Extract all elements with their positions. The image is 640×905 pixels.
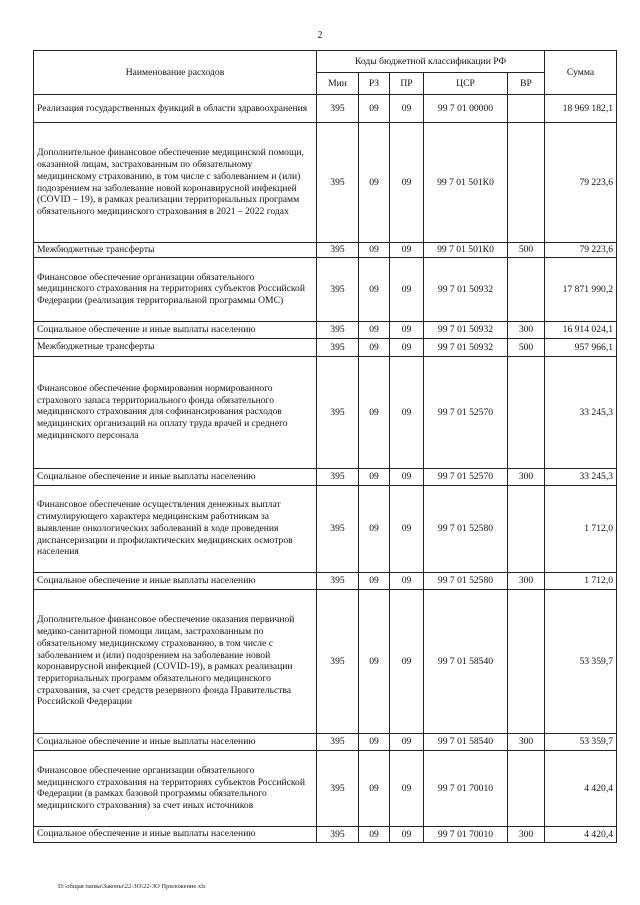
row-name: Дополнительное финансовое обеспечение оказания первичной медико-санитарной помощи лицам, застрахованным по обязательному медицинскому страхованию, в том числе с заболеванием и (или) подозрением на заболевание новой коронавирусной инфекцией (COVID-19), в рамках реализации территориальных программ обязательного медицинского страхования, за счет средств резервного фонда Правительства Российской Федерации xyxy=(34,589,317,733)
row-csr: 99 7 01 70010 xyxy=(424,826,508,842)
row-rz: 09 xyxy=(359,123,390,243)
row-rz: 09 xyxy=(359,257,390,321)
row-vr xyxy=(508,123,545,243)
row-vr: 300 xyxy=(508,321,545,338)
row-pr: 09 xyxy=(390,589,424,733)
row-csr: 99 7 01 52580 xyxy=(424,572,508,589)
row-rz: 09 xyxy=(359,338,390,356)
row-csr: 99 7 01 52570 xyxy=(424,468,508,485)
row-vr xyxy=(508,750,545,826)
row-csr: 99 7 01 50932 xyxy=(424,257,508,321)
row-name: Социальное обеспечение и иные выплаты населению xyxy=(34,826,317,842)
row-rz: 09 xyxy=(359,572,390,589)
row-vr xyxy=(508,589,545,733)
row-min: 395 xyxy=(317,750,359,826)
row-csr: 99 7 01 58540 xyxy=(424,733,508,750)
row-pr: 09 xyxy=(390,243,424,258)
row-name: Финансовое обеспечение организации обязательного медицинского страхования на территориях субъектов Российской Федерации (в рамках базовой программы обязательного медицинского страхования) за счет иных источников xyxy=(34,750,317,826)
row-name: Социальное обеспечение и иные выплаты населению xyxy=(34,733,317,750)
header-pr: ПР xyxy=(390,73,424,95)
row-min: 395 xyxy=(317,243,359,258)
header-sum: Сумма xyxy=(545,51,617,95)
row-pr: 09 xyxy=(390,468,424,485)
row-csr: 99 7 01 58540 xyxy=(424,589,508,733)
row-vr: 300 xyxy=(508,826,545,842)
row-pr: 09 xyxy=(390,257,424,321)
row-vr: 300 xyxy=(508,733,545,750)
row-name: Дополнительное финансовое обеспечение медицинской помощи, оказанной лицам, застрахованным по обязательному медицинскому страхованию, в том числе с заболеванием и (или) подозрением на заболевание новой коронавирусной инфекцией (COVID – 19), в рамках реализации территориальных программ обязательного медицинского страхования в 2021 – 2022 годах xyxy=(34,123,317,243)
row-rz: 09 xyxy=(359,733,390,750)
table-row xyxy=(34,572,617,589)
row-min: 395 xyxy=(317,468,359,485)
table-row xyxy=(34,826,617,842)
row-sum: 53 359,7 xyxy=(545,589,617,733)
row-vr: 500 xyxy=(508,338,545,356)
row-sum: 53 359,7 xyxy=(545,733,617,750)
row-rz: 09 xyxy=(359,826,390,842)
table-header xyxy=(34,51,617,95)
page-number: 2 xyxy=(317,30,323,41)
row-min: 395 xyxy=(317,338,359,356)
row-vr xyxy=(508,95,545,123)
row-pr: 09 xyxy=(390,356,424,468)
row-pr: 09 xyxy=(390,485,424,572)
table-row xyxy=(34,733,617,750)
row-min: 395 xyxy=(317,123,359,243)
row-vr xyxy=(508,485,545,572)
row-name: Социальное обеспечение и иные выплаты населению xyxy=(34,468,317,485)
row-pr: 09 xyxy=(390,123,424,243)
row-rz: 09 xyxy=(359,356,390,468)
row-sum: 1 712,0 xyxy=(545,572,617,589)
row-pr: 09 xyxy=(390,826,424,842)
row-pr: 09 xyxy=(390,95,424,123)
row-min: 395 xyxy=(317,733,359,750)
table-row xyxy=(34,95,617,123)
row-rz: 09 xyxy=(359,750,390,826)
row-sum: 4 420,4 xyxy=(545,750,617,826)
row-pr: 09 xyxy=(390,750,424,826)
header-csr: ЦСР xyxy=(424,73,508,95)
row-vr: 300 xyxy=(508,468,545,485)
table-row xyxy=(34,468,617,485)
row-sum: 79 223,6 xyxy=(545,243,617,258)
row-name: Межбюджетные трансферты xyxy=(34,243,317,258)
row-csr: 99 7 01 52570 xyxy=(424,356,508,468)
row-csr: 99 7 01 50932 xyxy=(424,338,508,356)
row-sum: 18 969 182,1 xyxy=(545,95,617,123)
row-min: 395 xyxy=(317,485,359,572)
row-min: 395 xyxy=(317,95,359,123)
row-sum: 33 245,3 xyxy=(545,468,617,485)
header-codes-group: Коды бюджетной классификации РФ xyxy=(317,51,545,73)
row-rz: 09 xyxy=(359,95,390,123)
row-min: 395 xyxy=(317,572,359,589)
row-min: 395 xyxy=(317,826,359,842)
table-body xyxy=(34,95,617,843)
row-name: Социальное обеспечение и иные выплаты населению xyxy=(34,321,317,338)
header-vr: ВР xyxy=(508,73,545,95)
budget-table xyxy=(33,50,617,843)
header-rz: РЗ xyxy=(359,73,390,95)
table-row xyxy=(34,338,617,356)
row-csr: 99 7 01 501К0 xyxy=(424,243,508,258)
table-row xyxy=(34,257,617,321)
header-min: Мин xyxy=(317,73,359,95)
row-vr: 300 xyxy=(508,572,545,589)
row-csr: 99 7 01 501К0 xyxy=(424,123,508,243)
row-rz: 09 xyxy=(359,321,390,338)
table-row xyxy=(34,750,617,826)
row-rz: 09 xyxy=(359,243,390,258)
row-csr: 99 7 01 70010 xyxy=(424,750,508,826)
table-row xyxy=(34,123,617,243)
row-name: Реализация государственных функций в области здравоохранения xyxy=(34,95,317,123)
row-vr xyxy=(508,356,545,468)
row-sum: 4 420,4 xyxy=(545,826,617,842)
row-min: 395 xyxy=(317,356,359,468)
row-rz: 09 xyxy=(359,485,390,572)
row-name: Финансовое обеспечение осуществления денежных выплат стимулирующего характера медицинским работникам за выявление онкологических заболеваний в ходе проведения диспансеризации и профилактических медицинских осмотров населения xyxy=(34,485,317,572)
row-pr: 09 xyxy=(390,338,424,356)
table-row xyxy=(34,243,617,258)
row-pr: 09 xyxy=(390,321,424,338)
row-sum: 1 712,0 xyxy=(545,485,617,572)
row-name: Социальное обеспечение и иные выплаты населению xyxy=(34,572,317,589)
table-row xyxy=(34,485,617,572)
table-row xyxy=(34,356,617,468)
row-sum: 957 966,1 xyxy=(545,338,617,356)
row-pr: 09 xyxy=(390,572,424,589)
header-name: Наименование расходов xyxy=(34,51,317,95)
row-csr: 99 7 01 00000 xyxy=(424,95,508,123)
row-rz: 09 xyxy=(359,589,390,733)
table-row xyxy=(34,589,617,733)
row-csr: 99 7 01 52580 xyxy=(424,485,508,572)
row-rz: 09 xyxy=(359,468,390,485)
row-vr: 500 xyxy=(508,243,545,258)
row-min: 395 xyxy=(317,589,359,733)
row-csr: 99 7 01 50932 xyxy=(424,321,508,338)
row-sum: 17 871 990,2 xyxy=(545,257,617,321)
file-path-footer: D:\общая папка\Законы\22-ЗО\22-ЗО Приложение xls xyxy=(58,883,206,890)
row-name: Финансовое обеспечение организации обязательного медицинского страхования на территориях субъектов Российской Федерации (реализация территориальной программы ОМС) xyxy=(34,257,317,321)
row-sum: 33 245,3 xyxy=(545,356,617,468)
row-pr: 09 xyxy=(390,733,424,750)
row-min: 395 xyxy=(317,321,359,338)
row-sum: 79 223,6 xyxy=(545,123,617,243)
row-sum: 16 914 024,1 xyxy=(545,321,617,338)
table-row xyxy=(34,321,617,338)
row-min: 395 xyxy=(317,257,359,321)
row-name: Финансовое обеспечение формирования нормированного страхового запаса территориального фонда обязательного медицинского страхования для софинансирования расходов медицинских организаций на оплату труда врачей и среднего медицинского персонала xyxy=(34,356,317,468)
row-vr xyxy=(508,257,545,321)
row-name: Межбюджетные трансферты xyxy=(34,338,317,356)
